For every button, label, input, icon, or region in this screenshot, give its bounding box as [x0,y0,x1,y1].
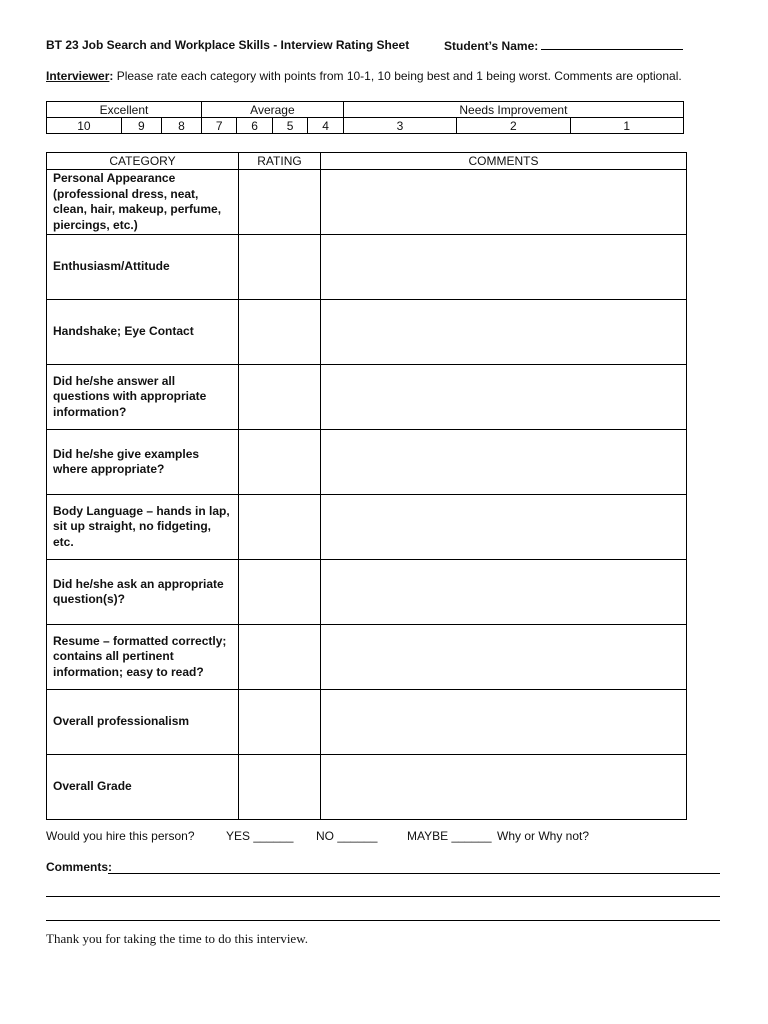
hire-no-blank[interactable]: NO ______ [316,829,378,843]
scale-point: 3 [343,118,456,134]
scale-point: 7 [201,118,236,134]
header-rating: RATING [239,153,321,170]
rating-table [46,152,687,820]
hire-question: Would you hire this person? [46,829,195,843]
hire-yes-blank[interactable]: YES ______ [226,829,294,843]
scale-point: 1 [570,118,684,134]
rating-cell[interactable] [239,300,321,365]
scale-point: 4 [308,118,344,134]
scale-group-excellent: Excellent [47,102,202,118]
scale-point: 6 [237,118,272,134]
scale-point: 2 [457,118,570,134]
comments-cell[interactable] [321,690,687,755]
comments-line[interactable] [46,896,720,897]
interviewer-label: Interviewer [46,69,110,83]
scale-point: 8 [161,118,201,134]
scale-point: 9 [121,118,161,134]
scale-point: 10 [47,118,122,134]
rating-cell[interactable] [239,755,321,820]
comments-cell[interactable] [321,625,687,690]
category-cell: Did he/she ask an appropriate question(s)? [47,560,239,625]
comments-cell[interactable] [321,430,687,495]
table-row [47,170,687,235]
category-cell: Body Language – hands in lap, sit up straight, no fidgeting, etc. [47,495,239,560]
category-cell: Enthusiasm/Attitude [47,235,239,300]
rating-cell[interactable] [239,430,321,495]
table-row [47,690,687,755]
interviewer-text: Please rate each category with points from 10-1, 10 being best and 1 being worst. Comments are optional. [113,69,682,83]
comments-line[interactable] [108,873,720,874]
category-cell: Handshake; Eye Contact [47,300,239,365]
interviewer-colon: : [109,69,114,83]
rating-cell[interactable] [239,170,321,235]
category-cell: Overall professionalism [47,690,239,755]
comments-cell[interactable] [321,365,687,430]
comments-cell[interactable] [321,560,687,625]
rating-cell[interactable] [239,690,321,755]
table-row [47,300,687,365]
rating-cell[interactable] [239,625,321,690]
table-row [47,365,687,430]
scale-point: 5 [272,118,307,134]
rating-cell[interactable] [239,235,321,300]
comments-cell[interactable] [321,755,687,820]
student-name-label: Student’s Name: [444,39,539,53]
table-row [47,755,687,820]
comments-line[interactable] [46,920,720,921]
category-cell: Did he/she give examples where appropriate? [47,430,239,495]
sheet-title: BT 23 Job Search and Workplace Skills - Interview Rating Sheet [46,38,410,52]
comments-cell[interactable] [321,495,687,560]
thank-you-note: Thank you for taking the time to do this interview. [46,931,308,946]
rating-cell[interactable] [239,560,321,625]
comments-cell[interactable] [321,235,687,300]
comments-cell[interactable] [321,300,687,365]
category-cell: Resume – formatted correctly; contains all pertinent information; easy to read? [47,625,239,690]
table-row [47,430,687,495]
header-category: CATEGORY [47,153,239,170]
category-cell: Did he/she answer all questions with appropriate information? [47,365,239,430]
table-row [47,625,687,690]
student-name-field[interactable] [444,38,683,53]
scale-group-needs-improvement: Needs Improvement [343,102,683,118]
table-row [47,495,687,560]
rating-cell[interactable] [239,495,321,560]
student-name-blank[interactable] [541,38,683,50]
hire-why-label: Why or Why not? [497,829,590,843]
rating-cell[interactable] [239,365,321,430]
category-cell: Personal Appearance (professional dress, neat, clean, hair, makeup, perfume, piercings, etc.) [47,170,239,235]
comments-label: Comments: [46,860,113,874]
category-cell: Overall Grade [47,755,239,820]
header-comments: COMMENTS [321,153,687,170]
table-row [47,560,687,625]
scale-group-average: Average [201,102,343,118]
table-row [47,235,687,300]
hire-maybe-blank[interactable]: MAYBE ______ [407,829,492,843]
rating-scale [46,101,684,134]
interviewer-instructions [46,69,682,83]
comments-cell[interactable] [321,170,687,235]
